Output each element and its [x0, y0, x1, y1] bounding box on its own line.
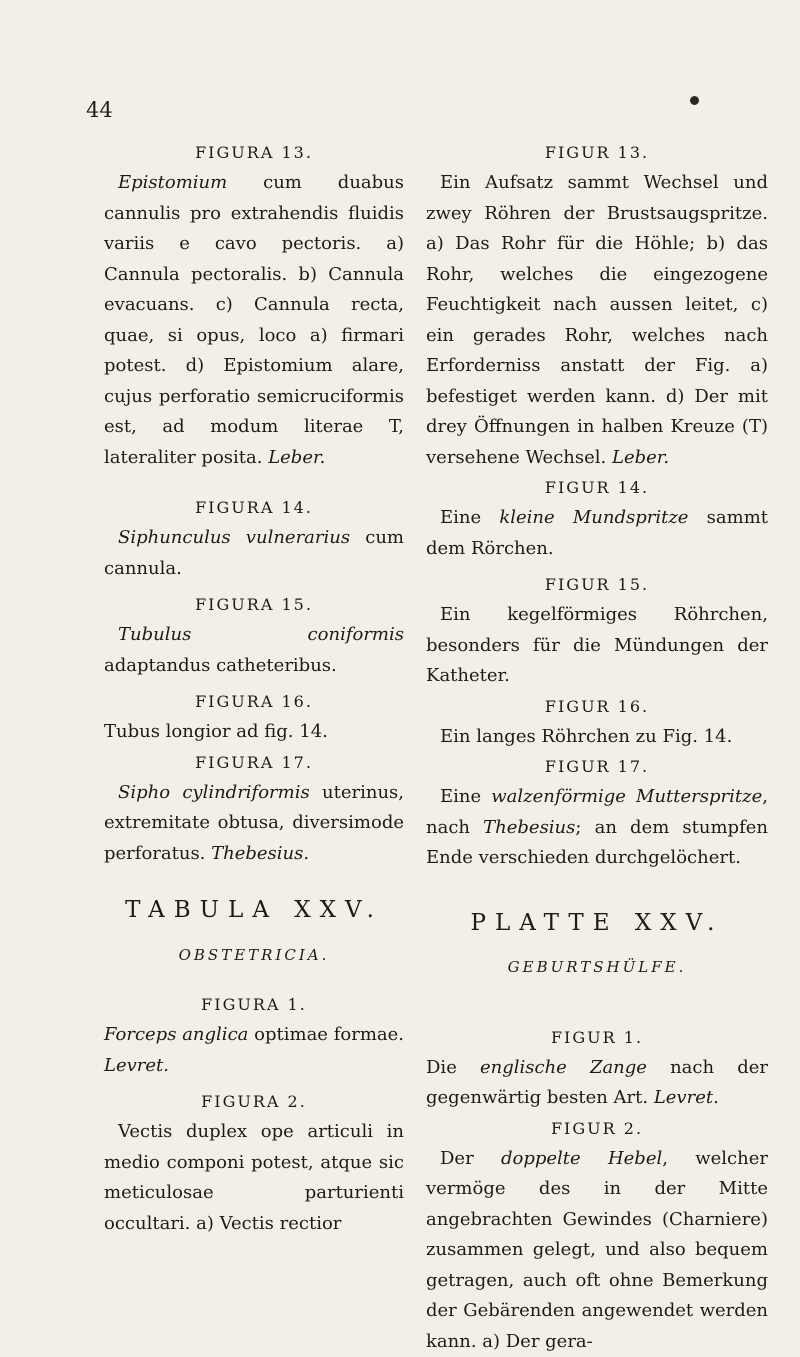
author-name: Thebesius [483, 817, 575, 838]
figure-heading: FIGURA 15. [104, 590, 404, 620]
latin-column [104, 138, 404, 1239]
figure-heading: FIGUR 1. [426, 1023, 768, 1053]
figure-description: Tubus longior ad fig. 14. [104, 717, 404, 748]
figure-description: Ein kegelförmiges Röhrchen, besonders für die Mündungen der Katheter. [426, 600, 768, 692]
figure-heading: FIGUR 16. [426, 692, 768, 722]
author-name: Leber. [268, 447, 325, 468]
author-name: Levret. [654, 1087, 719, 1108]
figure-description: Epistomium cum duabus cannulis pro extrahendis fluidis variis e cavo pectoris. a) Cannula pectoralis. b) Cannula evacuans. c) Cannula recta, quae, si opus, loco a) firmari potest. d) Epistomium alare, cujus perforatio semicruciformis est, ad modum literae T, lateraliter posita. Leber. [104, 168, 404, 473]
section-title: OBSTETRICIA. [104, 940, 404, 971]
figure-heading: FIGUR 15. [426, 570, 768, 600]
italic-term: Epistomium [118, 172, 227, 193]
author-name: Levret. [104, 1055, 169, 1076]
plate-title: PLATTE XXV. [426, 908, 768, 939]
german-column [426, 138, 768, 1357]
ink-blot [690, 96, 699, 105]
figure-heading: FIGUR 17. [426, 752, 768, 782]
figure-description: Eine walzenförmige Mutterspritze, nach Thebesius; an dem stumpfen Ende verschieden durchgelöchert. [426, 782, 768, 874]
italic-term: englische Zange [480, 1057, 647, 1078]
figure-description: Tubulus coniformis adaptandus catheteribus. [104, 620, 404, 681]
figure-heading: FIGURA 2. [104, 1087, 404, 1117]
figure-description: Ein Aufsatz sammt Wechsel und zwey Röhren der Brustsaugspritze. a) Das Rohr für die Höhle; b) das Rohr, welches die eingezogene Feuchtigkeit nach aussen leitet, c) ein gerades Rohr, welches nach Erforderniss anstatt der Fig. a) befestiget werden kann. d) Der mit drey Öffnungen in halben Kreuze (T) versehene Wechsel. Leber. [426, 168, 768, 473]
figure-description: Der doppelte Hebel, welcher vermöge des in der Mitte angebrachten Gewindes (Charniere) zusammen gelegt, und also bequem getragen, auch oft ohne Bemerkung der Gebärenden angewendet werden kann. a) Der gera- [426, 1144, 768, 1357]
figure-description: Ein langes Röhrchen zu Fig. 14. [426, 722, 768, 753]
italic-term: Siphunculus vulnerarius [118, 527, 350, 548]
figure-heading: FIGURA 1. [104, 990, 404, 1020]
figure-heading: FIGURA 13. [104, 138, 404, 168]
italic-term: kleine Mundspritze [499, 507, 688, 528]
figure-heading: FIGUR 14. [426, 473, 768, 503]
figure-description: Forceps anglica optimae formae. Levret. [104, 1020, 404, 1081]
section-title: GEBURTSHÜLFE. [426, 952, 768, 983]
figure-description: Eine kleine Mundspritze sammt dem Rörchen. [426, 503, 768, 564]
figure-description: Vectis duplex ope articuli in medio componi potest, atque sic meticulosae parturienti occultari. a) Vectis rectior [104, 1117, 404, 1239]
italic-term: walzenförmige Mutterspritze [491, 786, 762, 807]
figure-description: Die englische Zange nach der gegenwärtig besten Art. Levret. [426, 1053, 768, 1114]
figure-heading: FIGURA 17. [104, 748, 404, 778]
author-name: Leber. [612, 447, 669, 468]
figure-heading: FIGURA 16. [104, 687, 404, 717]
figure-heading: FIGUR 13. [426, 138, 768, 168]
figure-description: Siphunculus vulnerarius cum cannula. [104, 523, 404, 584]
italic-term: Sipho cylindriformis [118, 782, 310, 803]
figure-description: Sipho cylindriformis uterinus, extremitate obtusa, diversimode perforatus. Thebesius. [104, 778, 404, 870]
page-number: 44 [86, 98, 113, 122]
italic-term: Tubulus coniformis [118, 624, 404, 645]
figure-heading: FIGUR 2. [426, 1114, 768, 1144]
italic-term: doppelte Hebel [501, 1148, 662, 1169]
plate-title: TABULA XXV. [104, 895, 404, 926]
italic-term: Forceps anglica [104, 1024, 248, 1045]
author-name: Thebesius. [211, 843, 309, 864]
figure-heading: FIGURA 14. [104, 493, 404, 523]
